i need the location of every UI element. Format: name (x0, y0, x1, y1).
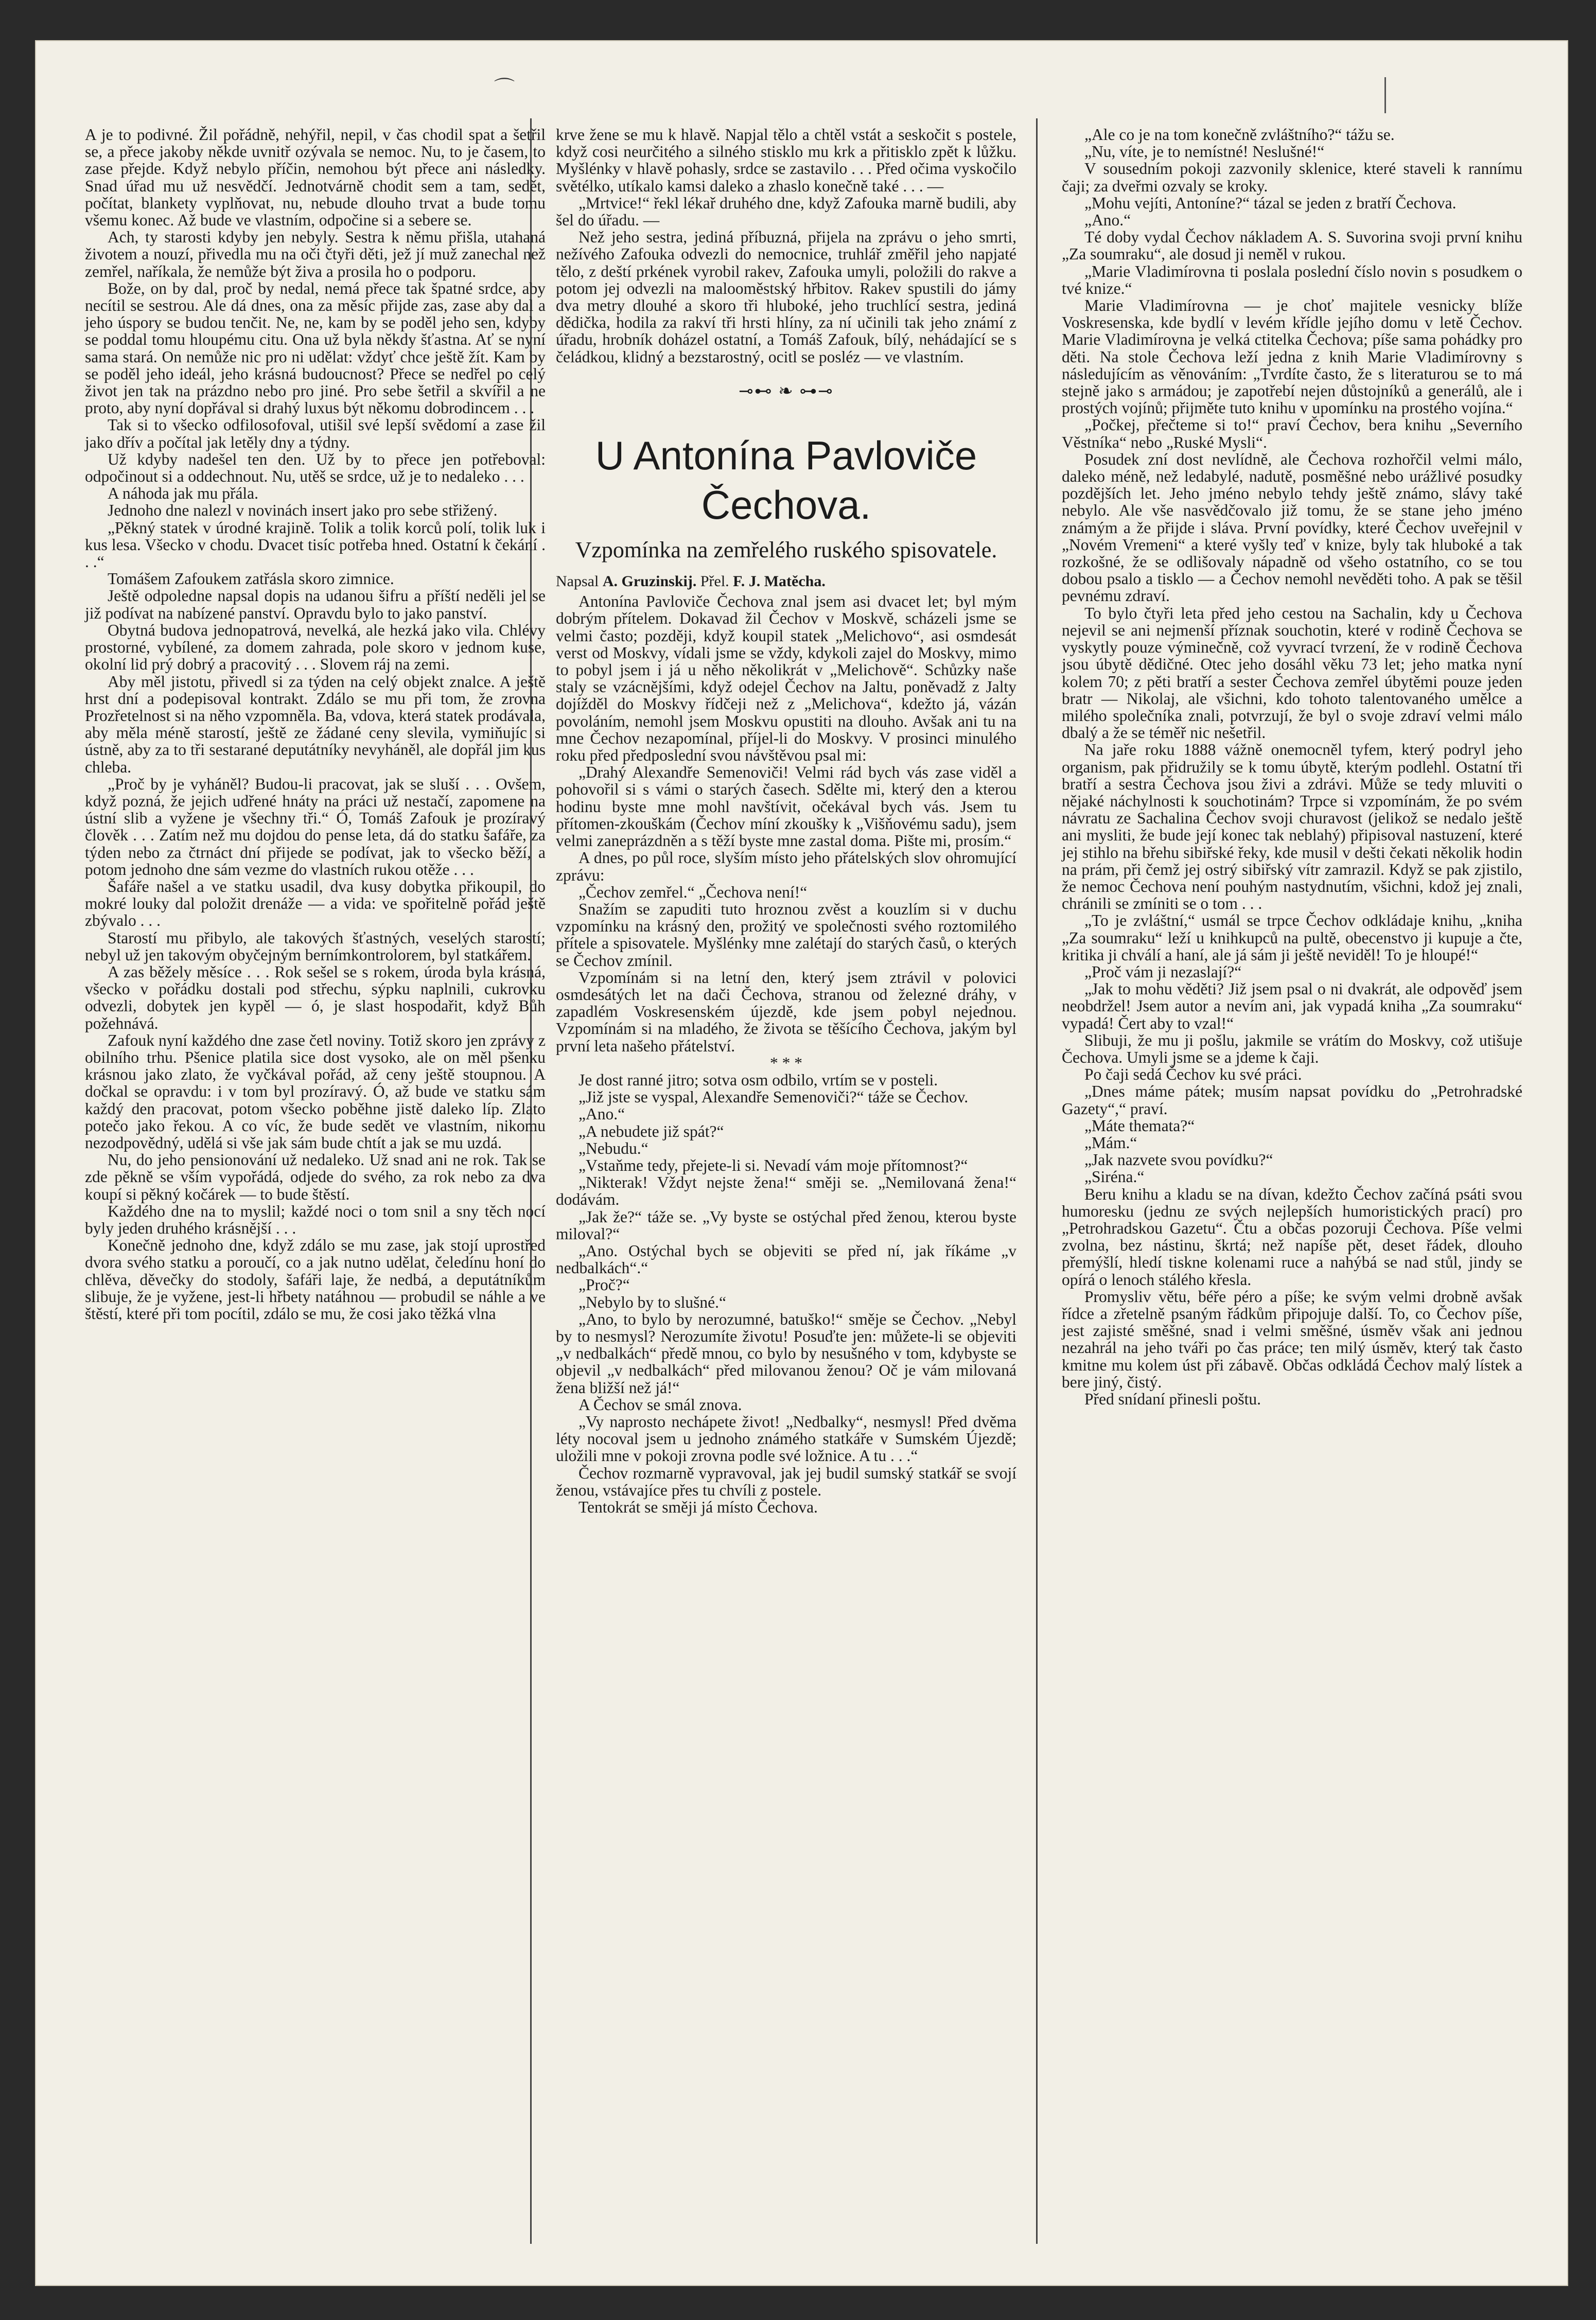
paragraph: Před snídaní přinesli poštu. (1084, 1390, 1261, 1409)
article-title: U Antonína Pavloviče Čechova. (595, 433, 977, 528)
paragraph: „Máte themata?“ (1084, 1116, 1195, 1135)
paragraph: A dnes, po půl roce, slyším místo jeho přátelských slov ohromující zprávu: (556, 849, 1016, 884)
paragraph: „Mohu vejíti, Antoníne?“ tázal se jeden z bratří Čechova. (1084, 194, 1457, 212)
paragraph: Čechov rozmarně vypravoval, jak jej budil sumský statkář se svojí ženou, vstávajíce přes tu chvíli z postele. (556, 1464, 1016, 1499)
byline-prefix: Napsal (556, 573, 599, 590)
paragraph: Slibuji, že mu ji pošlu, jakmile se vrátím do Moskvy, což utišuje Čechova. Umyli jsme se a jdeme k čaji. (1062, 1031, 1522, 1066)
paragraph: Než jeho sestra, jediná příbuzná, přijela na zprávu o jeho smrti, nežívého Zafouka odvezli do nemocnice, truhlář změřil jeho napjaté tělo, z deští prkének vyrobil rakev, Zafouka umyli, položili do rakve a potom jej odvezli na malooměstský hřbitov. Rakev spustili do jámy dva metry dlouhé a skoro tři hluboké, jeho truchlící sestra, jediná dědička, hodila za rakví tři hrsti hlíny, za ní učinili tak jeho známí z úřadu, hrobník doházel ostatní, a Tomáš Zafouk, bílý, nehádající se s čeládkou, klidný a bezstarostný, ocitl se posléz — ve vlastním. (556, 228, 1016, 366)
paragraph: „Mrtvice!“ řekl lékař druhého dne, když Zafouka marně budili, aby šel do úřadu. — (556, 194, 1016, 230)
paragraph: Na jaře roku 1888 vážně onemocněl tyfem, který podryl jeho organism, pak přidružily se k tomu úbytě, kterým podlehl. Ostatní tři bratří a sestra Čechova jsou živi a zdrávi. Může se tedy mluviti o nějaké náchylnosti k souchotinám? Trpce si vzpomínám, že po svém návratu ze Sachalina Čechov svoji churavost (jelikož se nedalo ještě ani mysliti, že bude její konec tak neblahý) připisoval nastuzení, které jej stihlo na břehu sibiřské řeky, kde musil v dešti čekati několik hodin na prám, při čemž jej ostrý sibiřský vítr zamrazil. Když se pak zjistilo, že nemoc Čechova není pouhým nastydnutím, všichni, kdož jej znali, chránili se zmíniti se o tom . . . (1062, 741, 1522, 913)
paragraph: „Ano. Ostýchal bych se objeviti se před ní, jak říkáme „v nedbalkách“.“ (556, 1241, 1016, 1277)
paragraph: „To je zvláštní,“ usmál se trpce Čechov odkládaje knihu, „kniha „Za soumraku“ leží u knihkupců na pultě, obecenstvo ji kupuje a čte, kritika ji chválí a haní, ale já sám ji ještě neviděl! To je hloupé!“ (1062, 911, 1522, 964)
column-1 (85, 126, 546, 1322)
paragraph: Bože, on by dal, proč by nedal, nemá přece tak špatné srdce, aby necítil se sestrou. Ale dá dnes, ona za měsíc přijde zas, zase aby dal a jeho úspory se budou tenčit. Ne, ne, kam by se poděl jeho sen, kdyby se poddal tomu hloupému citu. Ona už byla někdy šťastna. Ať se nyní sama stará. On nemůže nic pro ni udělat: vždyť chce ještě žít. Kam by se poděl jeho ideál, jeho krásná budoucnost? Přece se nedřel po celý život jen tak na prázdno nebo pro jiné. Pro sebe šetřil a skvířil a ne proto, aby nyní dopřával si drahý luxus být někomu dobrodincem . . . (85, 279, 546, 417)
paragraph: „Již jste se vyspal, Alexandře Semenoviči?“ táže se Čechov. (578, 1088, 969, 1106)
paragraph: Zafouk nyní každého dne zase četl noviny. Totiž skoro jen zprávy z obilního trhu. Pšenice platila sice dost vysoko, ale on měl pšenku krásnou jako zlato, že vyčkával pořád, až ceny ještě stoupnou. A dočkal se opravdu: i v tom byl prozíravý. Ó, až bude ve statku sám každý den pracovat, potom všecko poběhne jistě daleko líp. Zlato potečo jako řekou. A co víc, že bude sedět ve vlastním, nikomu nezodpovědný, udělá si vše jak sám bude chtít a jak se mu uzdá. (85, 1031, 546, 1152)
newspaper-page (36, 41, 1567, 2285)
paragraph: Antonína Pavloviče Čechova znal jsem asi dvacet let; byl mým dobrým přítelem. Dokavad žil Čechov v Moskvě, scházeli jsme se velmi často; později, když koupil statek „Melichovo“, asi osmdesát verst od Moskvy, vídali jsme se vždy, kdykoli zajel do Moskvy, mimo to pobyl jsem i já u něho několikrát v „Melichově“. Schůzky naše staly se vzácnějšími, když odejel Čechov na Jaltu, poněvadž z Jalty dojížděl do Moskvy řídčeji než z „Melichova“, kdežto já, vázán povoláním, nemohl jsem Moskvu opustiti na dlouho. Avšak ani tu na mne Čechov nezapomínal, příjel-li do Moskvy. V prosinci minulého roku před předposlední svou návštěvou psal mi: (556, 592, 1016, 765)
paragraph: Ach, ty starosti kdyby jen nebyly. Sestra k němu přišla, utahaná životem a nouzí, přivedla mu na oči čtyři děti, jež jí muž zanechal než zemřel, naříkala, že nemůže být živa a prosila ho o podporu. (85, 228, 546, 280)
paragraph: Beru knihu a kladu se na dívan, kdežto Čechov začíná psáti svou humoresku (jednu ze svých nejlepších humoristických prací) pro „Petrohradskou Gazetu“. Čtu a občas pozoruji Čechova. Píše velmi zvolna, bez nástinu, škrtá; než napíše pět, deset řádek, dlouho přemýšlí, hledí tiskne kolenami ruce a nahýbá se nad stůl, jindy se opírá o lenoch stálého křesla. (1062, 1185, 1522, 1289)
paragraph: A Čechov se smál znova. (578, 1395, 742, 1414)
paragraph: Každého dne na to myslil; každé noci o tom snil a sny těch nocí byly jeden druhého krásnější . . . (85, 1202, 546, 1237)
translator-prefix: Přel. (700, 573, 729, 590)
author-name: A. Gruzinskij. (602, 573, 697, 590)
paragraph: „Mám.“ (1084, 1133, 1137, 1152)
paragraph: „Nebudu.“ (578, 1139, 648, 1157)
paragraph: Posudek zní dost nevlídně, ale Čechova rozhořčil velmi málo, daleko méně, než ledabylé, nadutě, posměšné nebo urážlivé posudky pozdějších let. Jeho jméno nebylo tehdy ještě známo, slávy také nebylo. Ale vše nasvědčovalo již tomu, že se stane jeho jméno známým a že přijde i sláva. První povídky, které Čechov uveřejnil v „Novém Vremeni“ a které vyšly teď v knize, byly tak hluboké a tak rozkošné, že se odlišovaly nápadně od všeho ostatního, co se tou dobou psalo a tisklo — a Čechov nemohl nevěděti toho. A pak se těšil pevnému zdraví. (1062, 450, 1522, 605)
paragraph: Nu, do jeho pensionování už nedaleko. Už snad ani ne rok. Tak se zde pěkně se vším vypořádá, odjede do svého, za rok nebo za dva koupí si pěkný kočárek — to bude štěstí. (85, 1151, 546, 1203)
paragraph: Marie Vladimírovna — je choť majitele vesnicky blíže Voskresenska, kde bydlí v levém křídle jejího domu v letě Čechov. Marie Vladimírovna je velká ctitelka Čechova; píše sama pohádky pro děti. Na stole Čechova leží jedna z knih Marie Vladimírovny s následujícím as věnováním: „Tvrdíte často, že s literaturou se to má stejně jako s armádou; je zapotřebí nejen důstojníků a generálů, ale i prostých vojínů; přijměte tuto knihu v upomínku na prostého vojína.“ (1062, 296, 1522, 417)
paragraph: „Ano.“ (1084, 211, 1131, 230)
paragraph: „Ano.“ (578, 1105, 625, 1123)
margin-tick (1384, 77, 1386, 113)
paragraph: „Nebylo by to slušné.“ (578, 1293, 726, 1311)
paragraph: Aby měl jistotu, přivedl si za týden na celý objekt znalce. A ještě hrst dní a podepisoval kontrakt. Zdálo se mu při tom, že zrovna Prozřetelnost si na něho vzpomněla. Ba, vdova, která statek prodávala, aby měla méně starostí, ještě ze žádané ceny slevila, vymiňujíc si ústně, aby za to tři sestarané deputátníky nevyháněl, ale dopřál jim kus chleba. (85, 672, 546, 776)
paragraph: „Čechov zemřel.“ „Čechova není!“ (578, 883, 808, 901)
paragraph: „Jak to mohu věděti? Již jsem psal o ni dvakrát, ale odpověď jsem neobdržel! Jsem autor a nevím ani, jak vypadá kniha „Za soumraku“ vypadá! Čert aby to vzal!“ (1062, 980, 1522, 1032)
paragraph: „Proč?“ (578, 1276, 630, 1294)
paragraph: A náhoda jak mu přála. (108, 484, 259, 503)
paragraph: „Proč by je vyháněl? Budou-li pracovat, jak se sluší . . . Ovšem, když pozná, že jejich udřené hnáty na práci už nestačí, zapomene na ústní slib a vyžene je všechny tři.“ Ó, Tomáš Zafouk je prozíravý člověk . . . Zatím než mu dojdou do pense leta, dá do statku šafáře, za týden nebo za čtrnáct dní přijede se podívat, jak to všecko běží, a potom jednoho dne sám vezme do vlastních rukou otěže . . . (85, 775, 546, 878)
paragraph: Obytná budova jednopatrová, nevelká, ale hezká jako vila. Chlévy prostorné, vybílené, za domem zahrada, pole skoro v jednom kuse, okolní lid prý dobrý a pracovitý . . . Slovem ráj na zemi. (85, 621, 546, 674)
paragraph: A zas běžely měsíce . . . Rok sešel se s rokem, úroda byla krásná, všecko v pořádku dostali pod střechu, sýpku naplnili, cukrovku odvezli, dobytek jen kypěl — ó, je slast hospodařit, když Bůh požehnává. (85, 962, 546, 1032)
paragraph: Tomášem Zafoukem zatřásla skoro zimnice. (108, 570, 394, 588)
section-ornament: ⊸⊷ ❧ ⊶⊸ (739, 381, 834, 401)
paragraph: Ještě odpoledne napsal dopis na udanou šifru a příští neděli jel se již podívat na nabízené panství. Opravdu bylo to jako panství. (85, 587, 546, 622)
paragraph: „Počkej, přečteme si to!“ praví Čechov, bera knihu „Severního Věstníka“ nebo „Ruské Mysli“. (1062, 416, 1522, 451)
paragraph: „Pěkný statek v úrodné krajině. Tolik a tolik korců polí, tolik luk i kus lesa. Všecko v chodu. Dvacet tisíc potřeba hned. Ostatní k čekání . . .“ (85, 518, 546, 571)
paragraph: „Siréna.“ (1084, 1168, 1145, 1186)
paragraph: Je dost ranné jitro; sotva osm odbilo, vrtím se v posteli. (578, 1070, 938, 1089)
translator-name: F. J. Matěcha. (733, 573, 826, 590)
paragraph: „Nu, víte, je to nemístné! Neslušné!“ (1084, 143, 1325, 161)
article-subtitle: Vzpomínka na zemřelého ruského spisovatele. (575, 537, 997, 563)
column-3 (1062, 126, 1522, 1408)
paragraph: Jednoho dne nalezl v novinách insert jako pro sebe střižený. (108, 501, 498, 520)
paragraph: „Marie Vladimírovna ti poslala poslední číslo novin s posudkem o tvé knize.“ (1062, 262, 1522, 297)
paragraph: „Ale co je na tom konečně zvláštního?“ tážu se. (1084, 126, 1395, 144)
paragraph: „Proč vám ji nezaslají?“ (1084, 962, 1242, 981)
paragraph: To bylo čtyři leta před jeho cestou na Sachalin, kdy u Čechova nejevil se ani nejmenší příznak souchotin, které v rodině Čechova se vyskytly pouze výminečně, což vyvrací tvrzení, že v rodině Čechova jsou úbytě dědičné. Otec jeho dosáhl věku 73 let; jeho matka nyní kolem 70; z pěti bratří a sester Čechova zemřel úbytěmi pouze jeden bratr — Nikolaj, ale všichni, kdo tohoto talentovaného umělce a milého společníka znali, potvrzují, že byl o svoje zdraví velmi málo dbalý a že se téměř nic nešetřil. (1062, 604, 1522, 742)
paragraph: „Vstaňme tedy, přejete-li si. Nevadí vám moje přítomnost?“ (578, 1156, 968, 1174)
paragraph: Konečně jednoho dne, když zdálo se mu zase, jak stojí uprostřed dvora svého statku a poroučí, co a jak nutno udělat, čeledínu honí do chlěva, děvečky do stodoly, šafáři laje, že nedbá, a deputátníkům slibuje, že je vyžene, jest-li hřbety natáhnou — probudil se náhle a ve štěstí, které při tom pocítil, zdálo se mu, že cosi jako těžká vlna (85, 1236, 546, 1323)
column-2 (556, 126, 1016, 1516)
paragraph: Té doby vydal Čechov nákladem A. S. Suvorina svoji první knihu „Za soumraku“, ale dosud ji neměl v rukou. (1062, 228, 1522, 263)
paragraph: Po čaji sedá Čechov ku své práci. (1084, 1065, 1302, 1084)
paragraph: „Dnes máme pátek; musím napsat povídku do „Petrohradské Gazety“,“ praví. (1062, 1082, 1522, 1118)
paragraph: Už kdyby nadešel ten den. Už by to přece jen potřeboval: odpočinout si a oddechnout. Nu, utěš se srdce, už je to nedaleko . . . (85, 450, 546, 486)
paragraph: „Nikterak! Vždyt nejste žena!“ směji se. „Nemilovaná žena!“ dodávám. (556, 1173, 1016, 1209)
paragraph: „Vy naprosto nechápete život! „Nedbalky“, nesmysl! Před dvěma léty nocoval jsem u jednoho známého statkáře v Sumském Újezdě; uložili mne v pokoji zrovna podle své ložnice. A tu . . .“ (556, 1413, 1016, 1465)
paragraph: Snažím se zapuditi tuto hroznou zvěst a kouzlím si v duchu vzpomínku na krásný den, prožitý ve společnosti svého roztomilého přítele a spisovatele. Myšlénky mne zalétají do starých časů, o kterých se Čechov zmínil. (556, 900, 1016, 970)
pencil-mark: ⌒ (494, 77, 515, 100)
paragraph: Šafáře našel a ve statku usadil, dva kusy dobytka přikoupil, do mokré louky dal položit drenáže — a vida: ve spořitelně pořád ještě zbývalo . . . (85, 877, 546, 930)
paragraph: krve žene se mu k hlavě. Napjal tělo a chtěl vstát a seskočit s postele, když cosi neurčitého a silného stisklo mu krk a přitisklo zpět k lůžku. Myšlénky v hlavě pohasly, srdce se zastavilo . . . Před očima vyskočilo světélko, utíkalo kamsi daleko a zhaslo konečně také . . . — (556, 126, 1016, 195)
paragraph: „A nebudete již spát?“ (578, 1122, 724, 1140)
byline (556, 573, 1016, 590)
paragraph: „Ano, to bylo by nerozumné, batuško!“ směje se Čechov. „Nebyl by to nesmysl? Nerozumíte životu! Posuďte jen: můžete-li se objeviti „v nedbalkách“ předě mnou, co bylo by nesušného v tom, kdybyste se objevil „v nedbalkách“ před milovanou ženou? Oč je vám milovaná žena bližší než já!“ (556, 1310, 1016, 1397)
paragraph: Tak si to všecko odfilosofoval, utišil své lepší svědomí a zase žil jako dřív a počítal jak letěly dny a týdny. (85, 416, 546, 451)
paragraph: A je to podivné. Žil pořádně, nehýřil, nepil, v čas chodil spat a šetřil se, a přece jakoby někde uvnitř ozývala se nemoc. Nu, to je časem, to zase přejde. Když nebylo příčin, nemohou být přece ani následky. Snad úřad mu už nesvědčí. Jednotvárně chodit sem a tam, sedět, počítat, blankety vyplňovat, nu, nebude dlouho trvat a bude tomu všemu konec. Až bude ve vlastním, odpočine si a sebere se. (85, 126, 546, 230)
section-break: * * * (770, 1053, 802, 1072)
paragraph: Starostí mu přibylo, ale takových šťastných, veselých starostí; nebyl už jen takovým obyčejným bernímkontrolorem, byl statkářem. (85, 928, 546, 964)
paragraph: V sousedním pokoji zazvonily sklenice, které staveli k rannímu čaji; za dveřmi ozvaly se kroky. (1062, 160, 1522, 195)
paragraph: Tentokrát se směji já místo Čechova. (578, 1498, 818, 1517)
paragraph: Promysliv větu, béře péro a píše; ke svým velmi drobně avšak řídce a zřetelně psaným řádkům připojuje další. To, co Čechov píše, jest zajisté směšné, snad i velmi směšné, úsměv však ani jednou nezahrál na jeho tváři po čas práce; ten milý úsměv, který tak často kmitne mu kolem úst při zábavě. Občas odkládá Čechov malý lístek a bere jiný, čistý. (1062, 1287, 1522, 1391)
paragraph: Vzpomínám si na letní den, který jsem ztrávil v polovici osmdesátých let na dači Čechova, stranou od železné dráhy, v zapadlém Voskresenském újezdě, kde jsem pobyl nejednou. Vzpomínám si na mladého, že života se těšícího Čechova, jakým byl první leta našeho přátelství. (556, 968, 1016, 1055)
paragraph: „Drahý Alexandře Semenoviči! Velmi rád bych vás zase viděl a pohovořil si s vámi o starých časech. Sdělte mi, který den a kterou hodinu byste mne mohl navštívit, očekával bych vás. Jsem tu přítomen-zkouškám (Čechov míní zkoušky k „Višňovému sadu), jsem velmi zaneprázdněn a s těží byste mne zastal doma. Pište mi, prosím.“ (556, 763, 1016, 850)
column-rule-2 (1036, 118, 1038, 2244)
paragraph: „Jak že?“ táže se. „Vy byste se ostýchal před ženou, kterou byste miloval?“ (556, 1207, 1016, 1243)
paragraph: „Jak nazvete svou povídku?“ (1084, 1151, 1273, 1169)
